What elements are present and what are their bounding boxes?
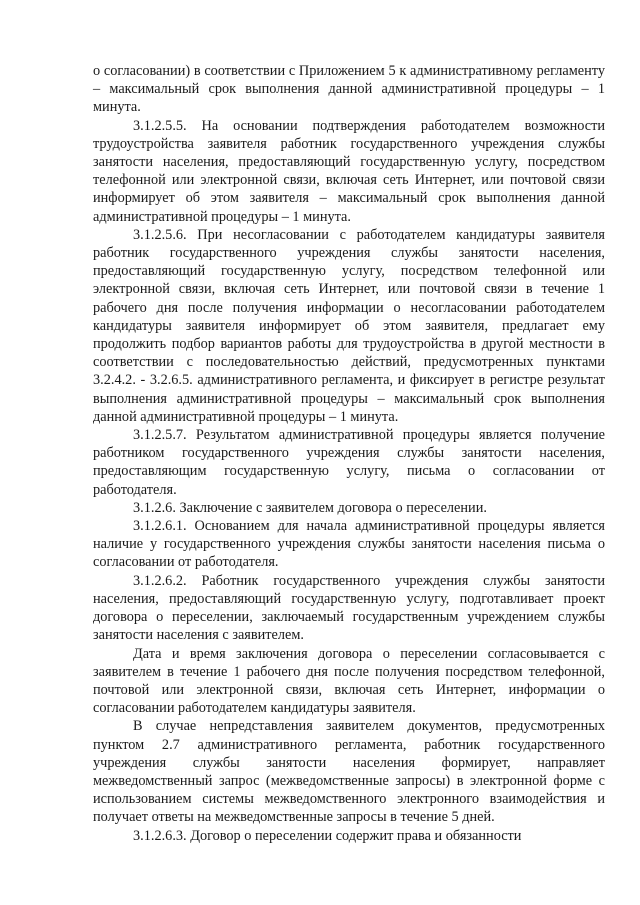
paragraph-3-1-2-5-7: 3.1.2.5.7. Результатом административной процедуры является получение работником государственного учреждения службы занятости населения, предоставляющим государственную услугу, письма о согласовании от работодателя. — [93, 427, 605, 498]
document-page — [93, 62, 605, 845]
paragraph-contract-date: Дата и время заключения договора о переселении согласовывается с заявителем в течение 1 рабочего дня после получения посредством телефонной, почтовой или электронной связи, включая сеть Интернет, информации о согласовании работодателем кандидатуры заявителя. — [93, 645, 605, 717]
paragraph-3-1-2-5-6: 3.1.2.5.6. При несогласовании с работодателем кандидатуры заявителя работник государственного учреждения службы занятости населения, предоставляющий государственную услугу, посредством телефонной или электронной связи, включая сеть Интернет, или почтовой связи в течение 1 рабочего дня после получения информации о несогласовании работодателем кандидатуры заявителя информирует об этом заявителя, предлагает ему продолжить подбор вариантов работы для трудоустройства в другой местности в соответствии с последовательностью действий, предусмотренных пунктами 3.2.4.2. - 3.2.6.5. административного регламента, и фиксирует в регистре результат выполнения административной процедуры – максимальный срок выполнения данной административной процедуры – 1 минута. — [93, 226, 605, 425]
paragraph-3-1-2-6-1: 3.1.2.6.1. Основанием для начала административной процедуры является наличие у государственного учреждения службы занятости населения письма о согласовании от работодателя. — [93, 518, 605, 571]
paragraph-interagency-request: В случае непредставления заявителем документов, предусмотренных пунктом 2.7 административного регламента, работник государственного учреждения службы занятости населения формирует, направляет межведомственный запрос (межведомственные запросы) в электронной форме с использованием системы межведомственного электронного взаимодействия и получает ответы на межведомственные запросы в течение 5 дней. — [93, 718, 605, 826]
paragraph-3-1-2-6: 3.1.2.6. Заключение с заявителем договора о переселении. — [133, 499, 487, 516]
paragraph-3-1-2-5-5: 3.1.2.5.5. На основании подтверждения работодателем возможности трудоустройства заявителя работник государственного учреждения службы занятости населения, предоставляющий государственную услугу, посредством телефонной или электронной связи, включая сеть Интернет, или почтовой связи информирует об этом заявителя – максимальный срок выполнения данной административной процедуры – 1 минута. — [93, 117, 605, 225]
paragraph-3-1-2-6-3: 3.1.2.6.3. Договор о переселении содержит права и обязанности — [133, 827, 522, 844]
paragraph-3-1-2-6-2: 3.1.2.6.2. Работник государственного учреждения службы занятости населения, предоставляющий государственную услугу, подготавливает проект договора о переселении, заключаемый государственным учреждением службы занятости населения с заявителем. — [93, 572, 605, 644]
paragraph-intro-continuation: о согласовании) в соответствии с Приложением 5 к административному регламенту – максимальный срок выполнения данной административной процедуры – 1 минута. — [93, 63, 605, 116]
